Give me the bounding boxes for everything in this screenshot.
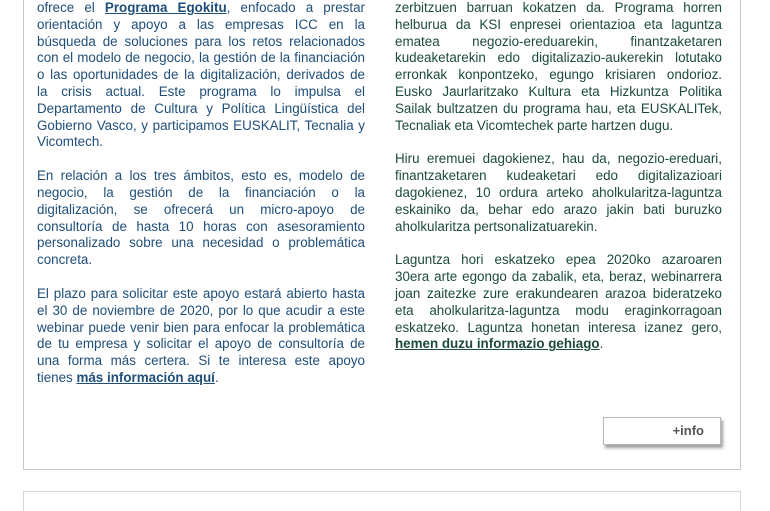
es-paragraph-1: ofrece el Programa Egokitu, enfocado a prestar orientación y apoyo a las empresas ICC en la búsqueda de soluciones para los retos relacionados con el modelo de negocio, la gestión de la financiación o las oportunidades de la digitalización, derivados de la crisis actual. Este programa lo impulsa el Departamento de Cultura y Política Lingüística del Gobierno Vasco, y participamos EUSKALIT, Tecnalia y Vicomtech. <box>37 0 365 150</box>
spanish-column <box>37 0 365 404</box>
eu-paragraph-2: Hiru eremuei dagokienez, hau da, negozio-ereduari, finantzaketaren kudeaketari edo digitalizazioari dagokienez, 10 ordura arteko aholkularitza-laguntza eskainiko da, behar edo arazo jakin bati buruzko aholkularitza pertsonalizatuarekin. <box>395 151 722 234</box>
es-paragraph-2: En relación a los tres ámbitos, esto es, modelo de negocio, la gestión de la financiación o la digitalización, se ofrecerá un micro-apoyo de consultoría de hasta 10 horas con asesoramiento personalizado sobre una necesidad o problemática concreta. <box>37 168 365 268</box>
programa-egokitu-link[interactable]: Programa Egokitu <box>104 0 227 15</box>
eu-paragraph-3: Laguntza hori eskatzeko epea 2020ko azaroaren 30era arte egongo da zabalik, eta, beraz, webinarrera joan zaitezke zure erakundearen arazoa bideratzeko eta aholkularitza-laguntza modu eraginkorragoan eskatzeko. Laguntza honetan interesa izanez gero, hemen duzu informazio gehiago. <box>395 252 722 352</box>
eu-paragraph-1: zerbitzuen barruan kokatzen da. Programa horren helburua da KSI enpresei orientazioa eta laguntza ematea negozio-ereduarekin, finantzaketaren kudeaketarekin edo digitalizazio-aukerekin lotutako erronkak konpontzeko, egungo krisiaren ondorioz. Eusko Jaurlaritzako Kultura eta Hizkuntza Politika Sailak bultzatzen du programa hau, eta EUSKALITek, Tecnaliak eta Vicomtechek parte hartzen dugu. <box>395 0 722 133</box>
basque-column <box>395 0 722 370</box>
mas-informacion-link[interactable]: más información aquí <box>76 369 215 385</box>
es-paragraph-3: El plazo para solicitar este apoyo estará abierto hasta el 30 de noviembre de 2020, por lo que acudir a este webinar puede venir bien para enfocar la problemática de tu empresa y solicitar el apoyo de consultoría de una forma más certera. Si te interesa este apoyo tienes más información aquí. <box>37 285 365 385</box>
more-info-button[interactable]: +info <box>603 417 721 445</box>
informazio-gehiago-link[interactable]: hemen duzu informazio gehiago <box>395 336 600 352</box>
next-card <box>23 491 741 511</box>
